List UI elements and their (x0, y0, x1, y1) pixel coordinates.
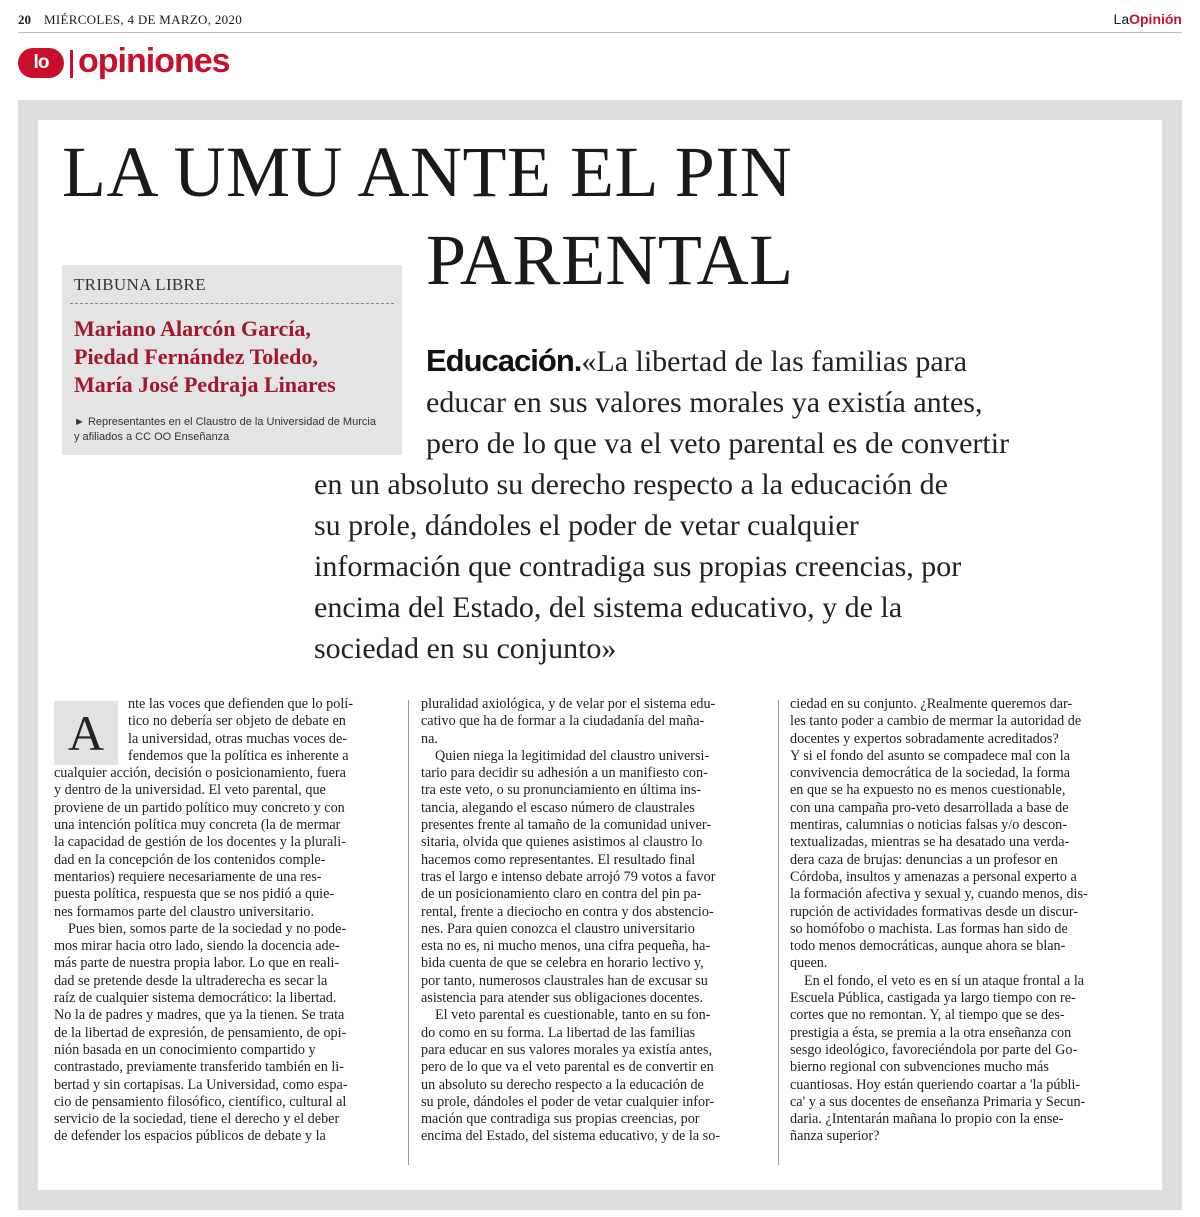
body-line: daria. ¿Intentarán mañana lo propio con la ense- (790, 1111, 1064, 1128)
body-line: todo menos democráticas, aunque ahora se blan- (790, 938, 1066, 955)
body-line: na. (421, 730, 438, 747)
body-line: de la libertad de expresión, de pensamiento, de opi- (54, 1024, 347, 1041)
body-line: dad se pretende desde la ultraderecha es secar la (54, 972, 328, 989)
body-line: en que se ha expuesto no es menos cuestionable, (790, 782, 1066, 799)
author-role-line: y afiliados a CC OO Enseñanza (74, 431, 230, 443)
body-line: prestigia a ésta, se premia a la otra enseñanza con (790, 1024, 1072, 1041)
body-line: de defender los espacios públicos de debate y la (54, 1128, 326, 1145)
body-line: nes. Para quien conozca el claustro universitario (421, 920, 695, 937)
body-line: dad en la concepción de los contenidos comple- (54, 851, 326, 868)
column-tag: TRIBUNA LIBRE (74, 275, 206, 294)
body-line: Y si el fondo del asunto se compadece mal con la (790, 747, 1070, 764)
text-column-1 (54, 696, 396, 1146)
drop-cap: A (54, 701, 118, 765)
body-line: asistencia para atender sus obligaciones docentes. (421, 990, 704, 1007)
body-line: nes formamos parte del claustro universitario. (54, 903, 315, 920)
section-logo-icon: lo (18, 48, 64, 78)
body-line: convivencia democrática de la sociedad, la forma (790, 765, 1071, 782)
body-line: fendemos que la política es inherente a (128, 747, 349, 764)
pull-quote-line: su prole, dándoles el poder de vetar cualquier (314, 509, 859, 542)
body-line: de un posicionamiento claro en contra del pin pa- (421, 886, 702, 903)
section-header (18, 44, 518, 84)
body-line: tra este veto, o su pronunciamiento en última ins- (421, 782, 702, 799)
body-line: la formación afectiva y sexual y, cuando menos, dis- (790, 886, 1088, 903)
brand-name: Opinión (1129, 11, 1182, 27)
body-line: tancia, alegando el escaso número de claustrales (421, 799, 695, 816)
pull-quote-line: educar en sus valores morales ya existía antes, (426, 386, 983, 419)
body-line: mos mirar hacia otro lado, siendo la docencia ade- (54, 938, 340, 955)
body-line: tario para decidir su adhesión a un manifiesto con- (421, 765, 708, 782)
body-line: para educar en sus valores morales ya existía antes, (421, 1041, 713, 1058)
body-line: tico no debería ser objeto de debate en (128, 713, 346, 730)
body-line: hacemos como representantes. El resultado final (421, 851, 696, 868)
body-line: cortes que no remontan. Y, al tiempo que se des- (790, 1007, 1065, 1024)
body-line: un absoluto su derecho respecto a la educación de (421, 1076, 704, 1093)
pull-quote-line: en un absoluto su derecho respecto a la educación de (314, 468, 948, 501)
author-name: Mariano Alarcón García, (74, 316, 311, 341)
section-divider (70, 50, 73, 78)
body-line: presentes frente al tamaño de la comunidad univer- (421, 817, 712, 834)
body-line: ñanza superior? (790, 1128, 880, 1145)
body-line: bida cuenta de que se celebra en horario lectivo y, (421, 955, 704, 972)
body-line: cativo que ha de formar a la ciudadanía del maña- (421, 713, 705, 730)
body-line: proviene de un partido político muy concreto y con (54, 799, 345, 816)
body-line: cuantiosas. Hoy están queriendo coartar a 'la públi- (790, 1076, 1081, 1093)
body-line: más parte de nuestra propia labor. Lo que en reali- (54, 955, 340, 972)
page-folio (18, 10, 1182, 32)
column-divider (778, 700, 779, 1165)
body-line: Pues bien, somos parte de la sociedad y no pode- (68, 920, 347, 937)
body-line: su prole, dándoles el poder de vetar cualquier infor- (421, 1093, 715, 1110)
body-line: mentarios) requiere necesariamente de una res- (54, 868, 322, 885)
body-line: y dentro de la universidad. El veto parental, que (54, 782, 326, 799)
author-name: María José Pedraja Linares (74, 372, 336, 397)
body-line: El veto parental es cuestionable, tanto en su fon- (435, 1007, 711, 1024)
pull-quote-line: sociedad en su conjunto» (314, 632, 617, 665)
body-line: la capacidad de gestión de los docentes y la plurali- (54, 834, 346, 851)
body-line: so homófobo o machista. Las formas han sido de (790, 920, 1068, 937)
body-line: nión basada en un conocimiento compartido y (54, 1041, 316, 1058)
pull-quote-line: información que contradiga sus propias creencias, por (314, 550, 962, 583)
byline-divider (70, 303, 394, 304)
text-column-2 (421, 696, 763, 1146)
body-line: una intención política muy concreta (la de mermar (54, 817, 341, 834)
body-line: queen. (790, 955, 828, 972)
body-line: les tanto poder a cambio de mermar la autoridad de (790, 713, 1082, 730)
body-line: por tanto, numerosos claustrales han de excusar su (421, 972, 708, 989)
body-line: bierno regional con subvenciones mucho más (790, 1059, 1049, 1076)
headline-line: LA UMU ANTE EL PIN (62, 132, 793, 212)
page-number: 20 (18, 12, 31, 27)
body-line: sitaria, olvida que quienes asistimos al claustro lo (421, 834, 703, 851)
body-line: Escuela Pública, castigada ya largo tiempo con re- (790, 990, 1076, 1007)
pull-quote-line (314, 340, 1144, 382)
body-line: pero de lo que va el veto parental es de convertir en (421, 1059, 714, 1076)
body-line: puesta política, respuesta que se nos pidió a quie- (54, 886, 335, 903)
body-line: la universidad, otras muchas voces de- (128, 730, 348, 747)
body-line: dera caza de brujas: denuncias a un profesor en (790, 851, 1058, 868)
body-line: Quien niega la legitimidad del claustro universi- (435, 747, 710, 764)
body-line: docentes y expertos sobradamente acreditados? (790, 730, 1059, 747)
author-role-line: ► Representantes en el Claustro de la Universidad de Murcia (74, 416, 376, 428)
headline-line: PARENTAL (426, 220, 794, 300)
body-line: textualizadas, mientras se ha desatado una verda- (790, 834, 1070, 851)
folio-divider (18, 32, 1182, 33)
body-line: servicio de la sociedad, tiene el derecho y el deber (54, 1111, 340, 1128)
body-line: En el fondo, el veto es en sí un ataque frontal a la (804, 972, 1085, 989)
body-line: mación que contradiga sus propias creencias, por (421, 1111, 700, 1128)
body-line: encima del Estado, del sistema educativo, y de la so- (421, 1128, 721, 1145)
body-line: rupción de actividades formativas desde un discur- (790, 903, 1079, 920)
body-line: nte las voces que defienden que lo polí- (128, 696, 353, 712)
body-line: raíz de cualquier sistema democrático: la libertad. (54, 990, 337, 1007)
body-line: rental, frente a dieciocho en contra y dos abstencio- (421, 903, 714, 920)
pull-quote-kicker: Educación. (426, 343, 582, 378)
body-line: tras el largo e intenso debate arrojó 79 votos a favor (421, 868, 716, 885)
issue-date: MIÉRCOLES, 4 DE MARZO, 2020 (44, 12, 243, 27)
body-line: contrastado, previamente transferido también en li- (54, 1059, 344, 1076)
body-line: sesgo ideológico, favoreciéndola por parte del Go- (790, 1041, 1078, 1058)
body-line: con una campaña pro-veto desarrollada a base de (790, 799, 1069, 816)
body-line: mentiras, calumnias o noticias falsas y/o descon- (790, 817, 1067, 834)
newspaper-logo (1114, 11, 1182, 27)
pull-quote (314, 340, 1144, 669)
pull-quote-line: encima del Estado, del sistema educativo, y de la (314, 591, 903, 624)
author-name: Piedad Fernández Toledo, (74, 344, 318, 369)
body-line: cio de pensamiento filosófico, científico, cultural al (54, 1093, 347, 1110)
brand-prefix: La (1113, 11, 1130, 27)
body-line: ciedad en su conjunto. ¿Realmente queremos dar- (790, 696, 1073, 712)
body-line: esta no es, ni mucho menos, una cifra pequeña, ha- (421, 938, 711, 955)
column-divider (408, 700, 409, 1165)
section-title: opiniones (78, 42, 230, 80)
body-line: bertad y sin cortapisas. La Universidad, como espa- (54, 1076, 348, 1093)
text-column-3 (790, 696, 1132, 1146)
pull-quote-line: pero de lo que va el veto parental es de convertir (426, 427, 1010, 460)
body-line: do como en su forma. La libertad de las familias (421, 1024, 696, 1041)
body-line: No la de padres y madres, que ya la tienen. Se trata (54, 1007, 345, 1024)
body-line: Córdoba, insultos y amenazas a personal experto a (790, 868, 1077, 885)
body-line: cualquier acción, decisión o posicionamiento, fuera (54, 765, 346, 782)
body-line: pluralidad axiológica, y de velar por el sistema edu- (421, 696, 716, 712)
body-line: ca' y a sus docentes de enseñanza Primaria y Secun- (790, 1093, 1086, 1110)
pull-quote-text: «La libertad de las familias para (581, 345, 968, 378)
